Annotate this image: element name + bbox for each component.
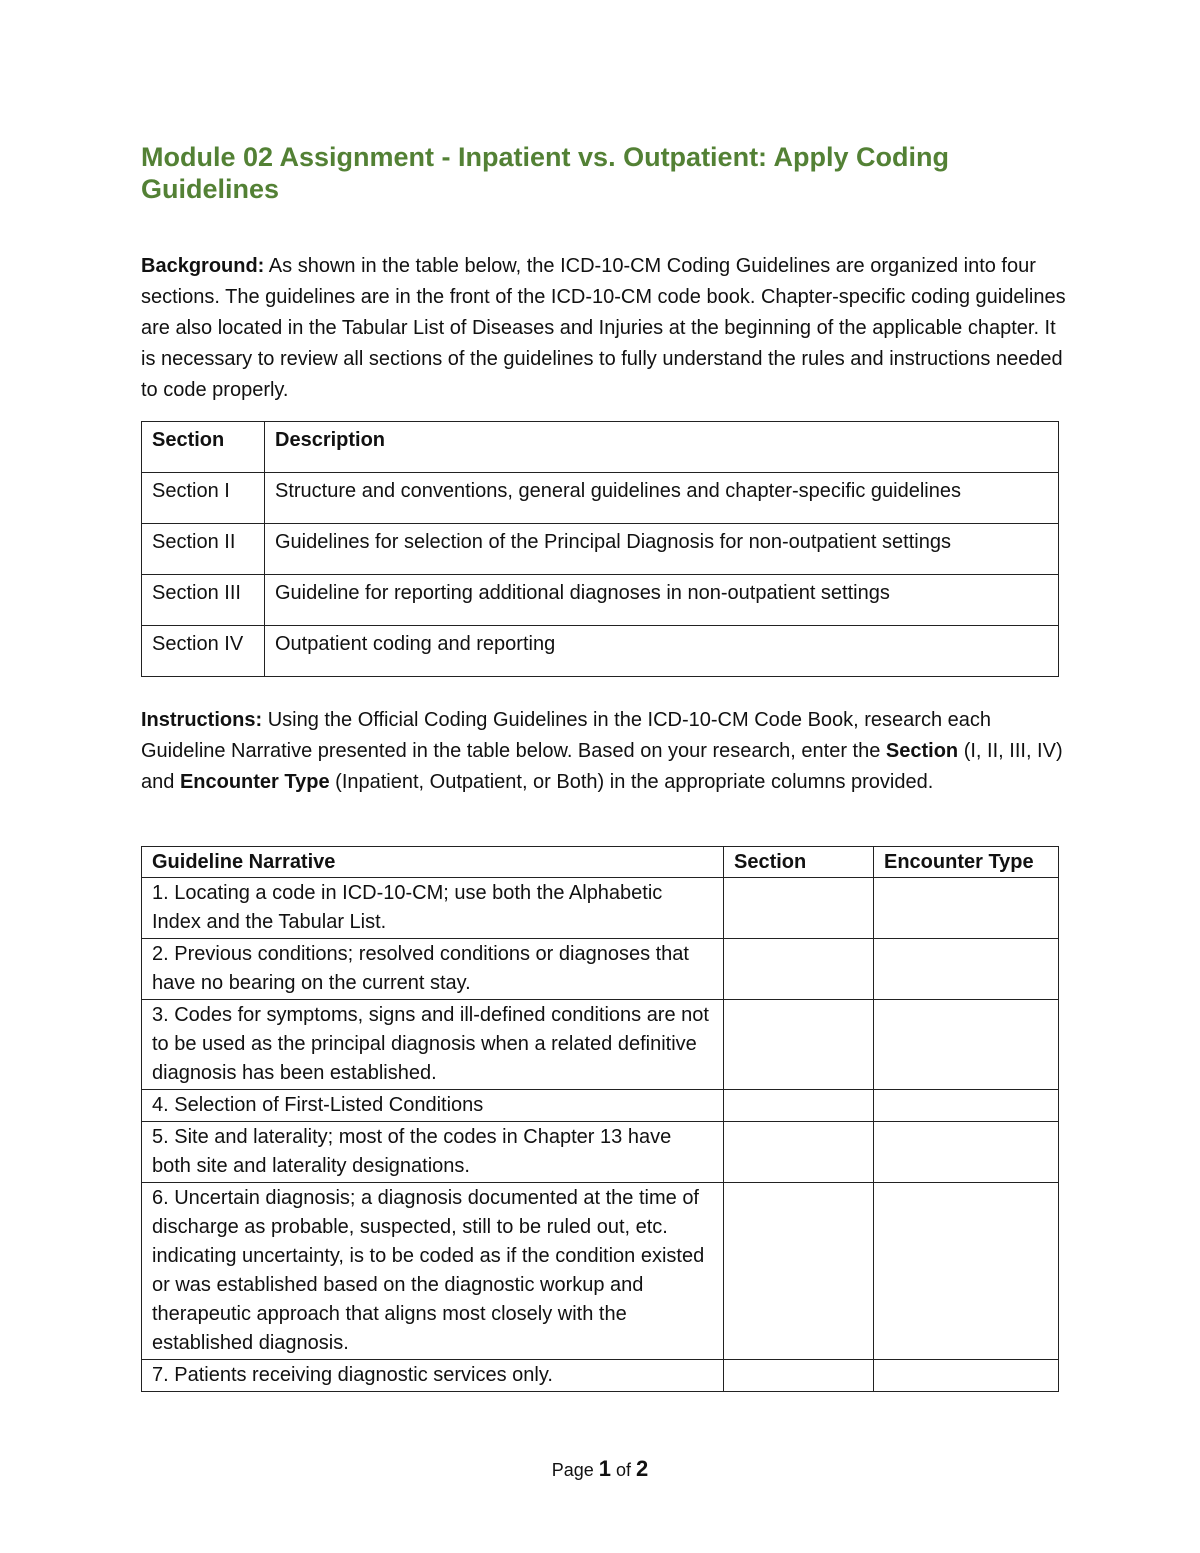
encounter-type-answer-cell[interactable]	[874, 1000, 1059, 1090]
instructions-text-1: Using the Official Coding Guidelines in the ICD-10-CM Code Book, research each Guideline Narrative presented in the table below. Based on your research, enter the	[141, 709, 992, 762]
section-answer-cell[interactable]	[724, 939, 874, 1000]
encounter-type-answer-cell[interactable]	[874, 1360, 1059, 1392]
section-description: Guidelines for selection of the Principal Diagnosis for non-outpatient settings	[265, 524, 1059, 575]
section-answer-cell[interactable]	[724, 1360, 874, 1392]
encounter-type-answer-cell[interactable]	[874, 1090, 1059, 1122]
section-answer-cell[interactable]	[724, 1090, 874, 1122]
background-text: As shown in the table below, the ICD-10-CM Coding Guidelines are organized into four sections. The guidelines are in the front of the ICD-10-CM code book. Chapter-specific coding guidelines are also located in the Tabular List of Diseases and Injuries at the beginning of the applicable chapter. It is necessary to review all sections of the guidelines to fully understand the rules and instructions needed to code properly.	[141, 255, 1066, 401]
section-description: Outpatient coding and reporting	[265, 626, 1059, 677]
section-answer-cell[interactable]	[724, 1000, 874, 1090]
section-name: Section II	[142, 524, 265, 575]
table-row	[142, 575, 1059, 626]
narrative-header-row	[142, 847, 1059, 878]
current-page-number: 1	[598, 1456, 611, 1481]
sections-header-description: Description	[265, 422, 1059, 473]
section-answer-cell[interactable]	[724, 878, 874, 939]
guideline-narrative-table	[141, 846, 1059, 1392]
sections-table	[141, 421, 1059, 677]
encounter-type-answer-cell[interactable]	[874, 878, 1059, 939]
section-answer-cell[interactable]	[724, 1183, 874, 1360]
table-row	[142, 1183, 1059, 1360]
guideline-narrative-cell: 1. Locating a code in ICD-10-CM; use both the Alphabetic Index and the Tabular List.	[142, 878, 724, 939]
table-row	[142, 939, 1059, 1000]
header-encounter-type: Encounter Type	[874, 847, 1059, 878]
guideline-narrative-cell: 2. Previous conditions; resolved conditions or diagnoses that have no bearing on the current stay.	[142, 939, 724, 1000]
table-row	[142, 1090, 1059, 1122]
table-row	[142, 1360, 1059, 1392]
table-row	[142, 473, 1059, 524]
table-row	[142, 1000, 1059, 1090]
encounter-type-answer-cell[interactable]	[874, 1183, 1059, 1360]
instructions-bold-section: Section	[885, 740, 959, 762]
header-guideline-narrative: Guideline Narrative	[142, 847, 724, 878]
guideline-narrative-cell: 4. Selection of First-Listed Conditions	[142, 1090, 724, 1122]
guideline-narrative-cell: 7. Patients receiving diagnostic services only.	[142, 1360, 724, 1392]
section-name: Section III	[142, 575, 265, 626]
section-answer-cell[interactable]	[724, 1122, 874, 1183]
section-name: Section IV	[142, 626, 265, 677]
guideline-narrative-cell: 5. Site and laterality; most of the codes in Chapter 13 have both site and laterality designations.	[142, 1122, 724, 1183]
header-section: Section	[724, 847, 874, 878]
total-page-number: 2	[636, 1456, 649, 1481]
of-label: of	[616, 1460, 632, 1480]
table-row	[142, 524, 1059, 575]
instructions-bold-encounter: Encounter Type	[179, 771, 330, 793]
sections-header-row	[142, 422, 1059, 473]
encounter-type-answer-cell[interactable]	[874, 939, 1059, 1000]
encounter-type-answer-cell[interactable]	[874, 1122, 1059, 1183]
guideline-narrative-cell: 3. Codes for symptoms, signs and ill-defined conditions are not to be used as the principal diagnosis when a related definitive diagnosis has been established.	[142, 1000, 724, 1090]
section-description: Guideline for reporting additional diagnoses in non-outpatient settings	[265, 575, 1059, 626]
instructions-text-3: (Inpatient, Outpatient, or Both) in the appropriate columns provided.	[335, 771, 934, 793]
page-title: Module 02 Assignment - Inpatient vs. Outpatient: Apply Coding Guidelines	[141, 142, 950, 204]
background-paragraph	[141, 251, 1066, 406]
instructions-paragraph	[141, 705, 1066, 798]
table-row	[142, 626, 1059, 677]
section-name: Section I	[142, 473, 265, 524]
table-row	[142, 1122, 1059, 1183]
table-row	[142, 878, 1059, 939]
guideline-narrative-cell: 6. Uncertain diagnosis; a diagnosis documented at the time of discharge as probable, suspected, still to be ruled out, etc. indicating uncertainty, is to be coded as if the condition existed or was established based on the diagnostic workup and therapeutic approach that aligns most closely with the established diagnosis.	[142, 1183, 724, 1360]
sections-header-section: Section	[142, 422, 265, 473]
section-description: Structure and conventions, general guidelines and chapter-specific guidelines	[265, 473, 1059, 524]
page-footer	[0, 1456, 1200, 1482]
background-label: Background:	[141, 255, 265, 277]
page-label: Page	[551, 1460, 594, 1480]
instructions-text-2: (I, II, III, IV) and	[141, 740, 1063, 793]
instructions-label: Instructions:	[141, 709, 263, 731]
